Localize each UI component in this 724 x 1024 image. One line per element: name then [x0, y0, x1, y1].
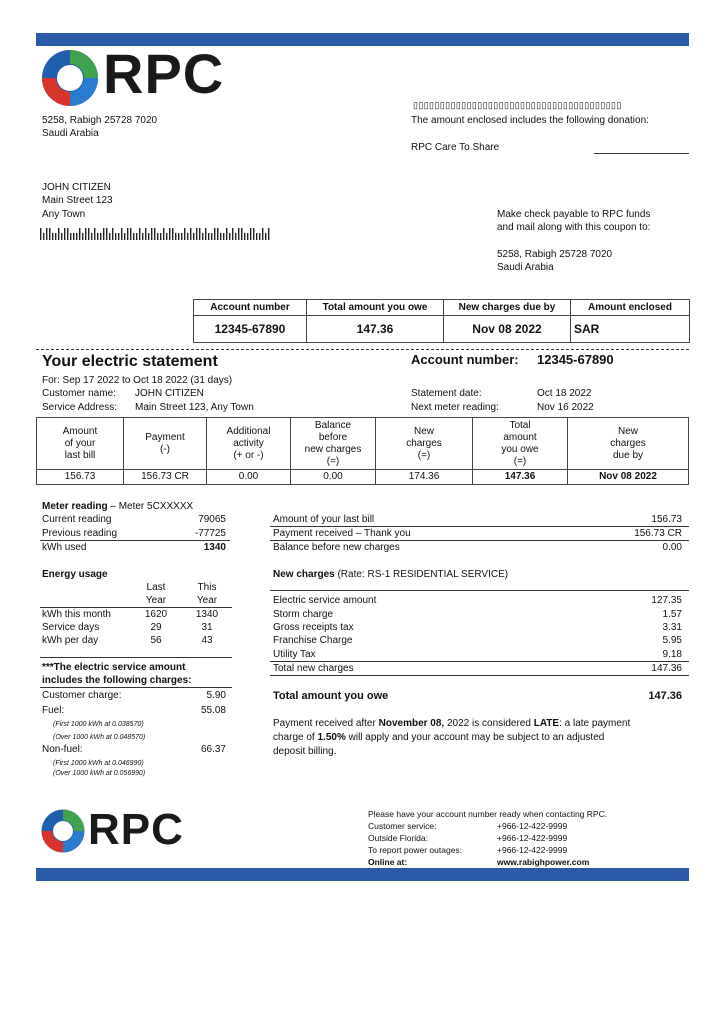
barcode-bar	[127, 228, 128, 240]
fuel-note: (Over 1000 kWh at 0.048570)	[53, 734, 146, 741]
barcode-bar	[247, 233, 248, 240]
summary-value: 147.36	[473, 470, 568, 485]
summary-value: 156.73 CR	[124, 470, 207, 485]
barcode-bar	[238, 228, 239, 240]
nonfuel-note: (First 1000 kWh at 0.046990)	[53, 760, 144, 767]
coupon-total-owe: 147.36	[307, 316, 444, 343]
barcode-bar	[181, 233, 182, 240]
coupon-table	[193, 299, 690, 343]
sender-address-line2: Saudi Arabia	[42, 128, 99, 139]
barcode-bar	[58, 228, 59, 240]
summary-header-additional: Additional activity (+ or -)	[207, 418, 291, 470]
coupon-account-number: 12345-67890	[194, 316, 307, 343]
company-logo-footer	[40, 805, 184, 856]
divider	[40, 687, 232, 688]
late-notice-line1: Payment received after November 08, 2022 is considered LATE: a late payment	[273, 718, 631, 729]
barcode-bar	[244, 233, 245, 240]
summary-header-last-bill: Amount of your last bill	[37, 418, 124, 470]
service-amount-title: includes the following charges:	[42, 675, 192, 686]
donation-text: The amount enclosed includes the following donation:	[411, 115, 649, 126]
barcode-bar	[208, 233, 209, 240]
online-label: Online at:	[368, 857, 408, 867]
barcode-bar	[169, 228, 170, 240]
total-new-charges-row: Total new charges 147.36	[273, 663, 682, 674]
barcode-bar	[184, 228, 185, 240]
summary-value: 156.73	[37, 470, 124, 485]
barcode-bar	[112, 228, 113, 240]
energy-usage-title: Energy usage	[42, 569, 108, 580]
barcode-bar	[217, 228, 218, 240]
meter-reading-title: Meter reading – Meter 5CXXXXX	[42, 501, 194, 512]
energy-col-this: Year	[196, 595, 218, 606]
tear-off-line	[36, 349, 689, 350]
barcode-bar	[136, 233, 137, 240]
barcode-bar	[46, 228, 47, 240]
barcode-bar	[172, 228, 173, 240]
new-charges-title: New charges (Rate: RS-1 RESIDENTIAL SERVICE)	[273, 569, 509, 580]
barcode-bar	[187, 233, 188, 240]
new-charge-row: Franchise Charge 5.95	[273, 635, 682, 646]
payable-line1: Make check payable to RPC funds	[497, 209, 651, 220]
divider	[270, 675, 689, 676]
barcode-bar	[109, 233, 110, 240]
barcode-bar	[100, 233, 101, 240]
meter-row: Previous reading -77725	[42, 528, 226, 539]
account-number-value: 12345-67890	[537, 352, 614, 367]
barcode-bar	[97, 233, 98, 240]
nonfuel-note: (Over 1000 kWh at 0.056990)	[53, 770, 146, 777]
barcode-bar	[49, 228, 50, 240]
contact-label: To report power outages:	[368, 845, 463, 855]
barcode-bar	[94, 228, 95, 240]
account-number-label: Account number:	[411, 352, 519, 367]
addressee-city: Any Town	[42, 209, 86, 220]
barcode-bar	[160, 233, 161, 240]
summary-header-payment: Payment (-)	[124, 418, 207, 470]
barcode-bar	[64, 228, 65, 240]
summary-value: Nov 08 2022	[568, 470, 689, 485]
contact-value: +966-12-422-9999	[497, 821, 568, 831]
billing-period: For: Sep 17 2022 to Oct 18 2022 (31 days)	[42, 375, 233, 386]
payable-address2: Saudi Arabia	[497, 262, 554, 273]
barcode-bar	[199, 228, 200, 240]
barcode-bar	[154, 228, 155, 240]
postal-barcode-icon	[40, 228, 276, 240]
summary-header-total: Total amount you owe (=)	[473, 418, 568, 470]
contact-value: +966-12-422-9999	[497, 833, 568, 843]
sender-address-line1: 5258, Rabigh 25728 7020	[42, 115, 158, 126]
barcode-bar	[130, 228, 131, 240]
addressee-street: Main Street 123	[42, 195, 113, 206]
barcode-bar	[76, 233, 77, 240]
payable-line2: and mail along with this coupon to:	[497, 222, 651, 233]
contact-label: Customer service:	[368, 821, 437, 831]
service-address-value: Main Street 123, Any Town	[135, 402, 254, 413]
barcode-bar	[250, 228, 251, 240]
summary-header-due-by: New charges due by	[568, 418, 689, 470]
statement-title: Your electric statement	[42, 353, 218, 370]
service-amount-title: ***The electric service amount	[42, 662, 186, 673]
donation-amount-line[interactable]	[594, 153, 689, 154]
donation-program: RPC Care To Share	[411, 142, 500, 153]
summary-value: 174.36	[376, 470, 473, 485]
barcode-bar	[40, 228, 41, 240]
coupon-header: Account number	[194, 300, 307, 316]
barcode-bar	[235, 233, 236, 240]
barcode-bar	[124, 233, 125, 240]
barcode-bar	[241, 228, 242, 240]
divider	[270, 590, 689, 591]
company-logo	[40, 42, 225, 108]
barcode-bar	[253, 228, 254, 240]
barcode-bar	[229, 233, 230, 240]
nonfuel-row: Non-fuel: 66.37	[42, 744, 226, 755]
statement-summary-table	[36, 417, 689, 485]
new-charge-row: Utility Tax 9.18	[273, 649, 682, 660]
fuel-note: (First 1000 kWh at 0.038570)	[53, 721, 144, 728]
account-summary-row: Amount of your last bill 156.73	[273, 514, 682, 525]
summary-header-balance: Balance before new charges (=)	[291, 418, 376, 470]
barcode-bar	[43, 233, 44, 240]
barcode-bar	[148, 233, 149, 240]
logo-mark-icon	[40, 808, 86, 854]
barcode-bar	[190, 228, 191, 240]
barcode-bar	[265, 233, 266, 240]
barcode-bar	[67, 228, 68, 240]
contact-label: Outside Florida:	[368, 833, 428, 843]
garbled-heading: ▯▯▯▯▯▯▯▯▯▯▯▯▯▯▯▯▯▯▯▯▯▯▯▯▯▯▯▯▯▯▯▯▯▯▯▯▯▯▯	[413, 100, 622, 110]
energy-row: Service days 29 31	[42, 622, 213, 633]
addressee-name: JOHN CITIZEN	[42, 182, 111, 193]
barcode-bar	[214, 228, 215, 240]
logo-mark-icon	[40, 48, 100, 108]
coupon-header: Amount enclosed	[571, 300, 690, 316]
energy-col-this: This	[197, 582, 217, 593]
barcode-bar	[151, 228, 152, 240]
contact-value: +966-12-422-9999	[497, 845, 568, 855]
barcode-bar	[73, 233, 74, 240]
barcode-bar	[259, 233, 260, 240]
barcode-bar	[121, 228, 122, 240]
barcode-bar	[61, 233, 62, 240]
new-charge-row: Gross receipts tax 3.31	[273, 622, 682, 633]
coupon-header: New charges due by	[444, 300, 571, 316]
statement-date-label: Statement date:	[411, 388, 482, 399]
coupon-due-date: Nov 08 2022	[444, 316, 571, 343]
barcode-bar	[196, 228, 197, 240]
customer-name-label: Customer name:	[42, 388, 116, 399]
barcode-bar	[166, 233, 167, 240]
barcode-bar	[256, 233, 257, 240]
energy-row: kWh per day 56 43	[42, 635, 213, 646]
barcode-bar	[70, 233, 71, 240]
logo-wordmark: RPC	[103, 42, 225, 105]
barcode-bar	[55, 233, 56, 240]
barcode-bar	[205, 228, 206, 240]
late-notice-line2: charge of 1.50% will apply and your account may be subject to an adjusted	[273, 732, 605, 743]
meter-row: kWh used 1340	[42, 542, 226, 553]
total-amount-owe-row: Total amount you owe 147.36	[273, 690, 682, 702]
barcode-bar	[139, 228, 140, 240]
service-address-label: Service Address:	[42, 402, 118, 413]
barcode-bar	[193, 233, 194, 240]
barcode-bar	[202, 233, 203, 240]
barcode-bar	[85, 228, 86, 240]
barcode-bar	[223, 233, 224, 240]
barcode-bar	[106, 228, 107, 240]
barcode-bar	[115, 233, 116, 240]
energy-row: kWh this month 1620 1340	[42, 609, 219, 620]
summary-value: 0.00	[291, 470, 376, 485]
barcode-bar	[133, 233, 134, 240]
customer-name-value: JOHN CITIZEN	[135, 388, 204, 399]
barcode-bar	[232, 228, 233, 240]
account-summary-row: Balance before new charges 0.00	[273, 542, 682, 553]
barcode-bar	[52, 233, 53, 240]
barcode-bar	[175, 233, 176, 240]
bottom-color-bar	[36, 868, 689, 881]
barcode-bar	[142, 233, 143, 240]
coupon-amount-enclosed[interactable]: SAR	[571, 316, 690, 343]
barcode-bar	[163, 228, 164, 240]
fuel-row: Fuel: 55.08	[42, 705, 226, 716]
meter-row: Current reading 79065	[42, 514, 226, 525]
new-charge-row: Storm charge 1.57	[273, 609, 682, 620]
late-notice-line3: deposit billing.	[273, 746, 337, 757]
payable-address1: 5258, Rabigh 25728 7020	[497, 249, 613, 260]
contact-intro: Please have your account number ready when contacting RPC.	[368, 809, 608, 819]
summary-header-new-charges: New charges (=)	[376, 418, 473, 470]
divider	[40, 657, 232, 658]
new-charge-row: Electric service amount 127.35	[273, 595, 682, 606]
barcode-bar	[262, 228, 263, 240]
account-summary-row: Payment received – Thank you 156.73 CR	[273, 528, 682, 539]
barcode-bar	[118, 233, 119, 240]
coupon-header: Total amount you owe	[307, 300, 444, 316]
barcode-bar	[91, 233, 92, 240]
barcode-bar	[88, 228, 89, 240]
barcode-bar	[145, 228, 146, 240]
barcode-bar	[82, 233, 83, 240]
barcode-bar	[220, 233, 221, 240]
barcode-bar	[157, 233, 158, 240]
barcode-bar	[79, 228, 80, 240]
barcode-bar	[211, 233, 212, 240]
customer-charge-row: Customer charge: 5.90	[42, 690, 226, 701]
energy-col-last: Last	[146, 582, 166, 593]
logo-wordmark: RPC	[88, 805, 184, 854]
statement-date-value: Oct 18 2022	[537, 388, 592, 399]
next-meter-reading-label: Next meter reading:	[411, 402, 499, 413]
barcode-bar	[178, 233, 179, 240]
barcode-bar	[268, 228, 269, 240]
summary-value: 0.00	[207, 470, 291, 485]
website-link[interactable]: www.rabighpower.com	[497, 857, 590, 867]
energy-col-last: Year	[145, 595, 167, 606]
barcode-bar	[103, 228, 104, 240]
barcode-bar	[226, 228, 227, 240]
next-meter-reading-value: Nov 16 2022	[537, 402, 594, 413]
